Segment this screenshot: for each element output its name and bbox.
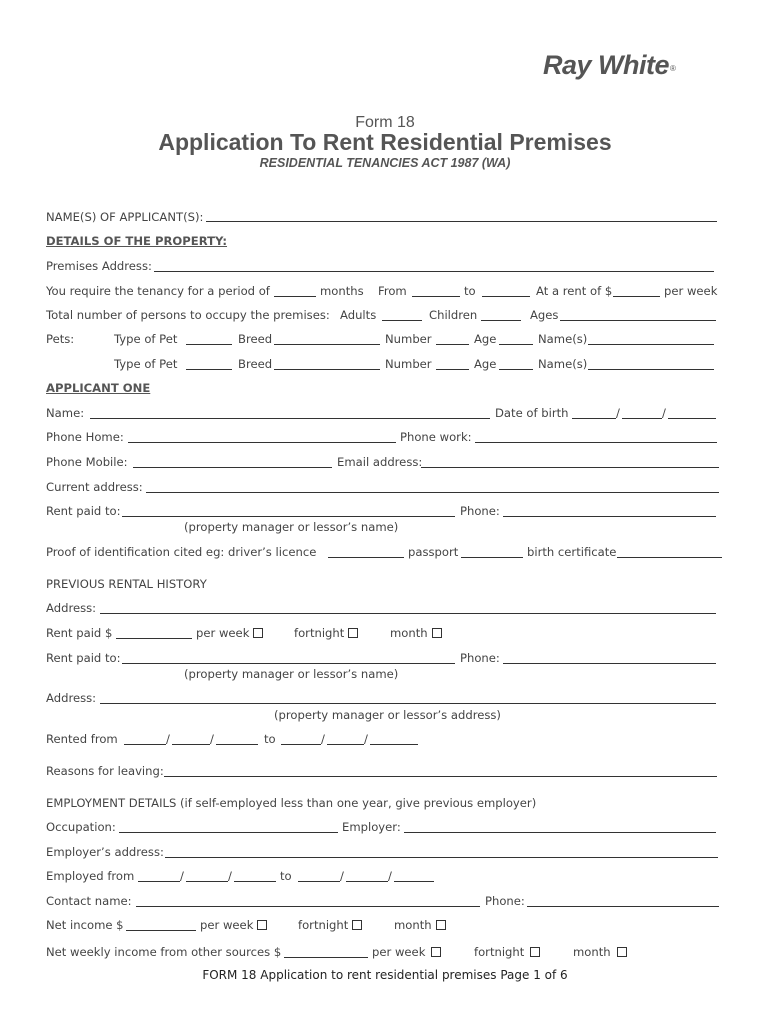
fortnight-label: fortnight: [298, 918, 349, 932]
current-address-field[interactable]: [146, 492, 719, 493]
month-checkbox[interactable]: [617, 947, 627, 957]
date-slash: /: [228, 869, 232, 883]
per-week-label: per week: [372, 945, 426, 959]
employed-to-year-field[interactable]: [394, 881, 434, 882]
ages-field[interactable]: [560, 320, 716, 321]
date-slash: /: [616, 406, 620, 420]
pet-type-label: Type of Pet: [114, 332, 178, 346]
form-number: Form 18: [355, 114, 415, 131]
rent-paid-to-field[interactable]: [122, 516, 455, 517]
pet-number-field[interactable]: [436, 344, 469, 345]
premises-address-field[interactable]: [154, 271, 714, 272]
phone-work-field[interactable]: [475, 442, 717, 443]
phone-home-field[interactable]: [128, 442, 396, 443]
name-label: Name:: [46, 406, 85, 420]
prev-rent-label: Rent paid $: [46, 626, 113, 640]
occupation-field[interactable]: [119, 832, 338, 833]
employed-to-month-field[interactable]: [346, 881, 388, 882]
prev-address-field[interactable]: [100, 613, 716, 614]
adults-label: Adults: [340, 308, 377, 322]
pet-age-label: Age: [474, 332, 497, 346]
per-week-option[interactable]: [196, 626, 263, 640]
page-title: Application To Rent Residential Premises: [158, 129, 612, 155]
act-subtitle: RESIDENTIAL TENANCIES ACT 1987 (WA): [259, 156, 511, 170]
rented-from-month-field[interactable]: [172, 744, 210, 745]
property-section-heading: DETAILS OF THE PROPERTY:: [46, 234, 228, 248]
tenancy-from-field[interactable]: [412, 296, 460, 297]
fortnight-label: fortnight: [294, 626, 345, 640]
dob-label: Date of birth: [495, 406, 569, 420]
licence-field[interactable]: [328, 557, 404, 558]
rented-from-year-field[interactable]: [216, 744, 258, 745]
children-label: Children: [429, 308, 478, 322]
per-week-label: per week: [196, 626, 250, 640]
months-label: months: [320, 284, 364, 298]
pet-age-field[interactable]: [499, 369, 533, 370]
date-slash: /: [364, 732, 368, 746]
month-label: month: [573, 945, 611, 959]
ages-label: Ages: [530, 308, 559, 322]
email-label: Email address:: [337, 455, 423, 469]
name-field[interactable]: [90, 418, 490, 419]
employed-from-label: Employed from: [46, 869, 135, 883]
applicant-names-label: NAME(S) OF APPLICANT(S):: [46, 210, 204, 224]
manager-address-note: (property manager or lessor’s address): [274, 708, 501, 722]
pet-number-label: Number: [385, 332, 432, 346]
net-income-label: Net income $: [46, 918, 124, 932]
fortnight-option[interactable]: [294, 626, 358, 640]
rented-to-year-field[interactable]: [370, 744, 418, 745]
manager-address-label: Address:: [46, 691, 97, 705]
reasons-field[interactable]: [164, 776, 717, 777]
phone-work-label: Phone work:: [400, 430, 472, 444]
per-week-checkbox[interactable]: [431, 947, 441, 957]
other-fortnight-option[interactable]: [474, 945, 540, 959]
employed-from-year-field[interactable]: [234, 881, 276, 882]
pet-names-field[interactable]: [588, 369, 714, 370]
children-field[interactable]: [481, 320, 521, 321]
employment-heading: EMPLOYMENT DETAILS (if self-employed less than one year, give previous employer): [46, 796, 537, 810]
employed-from-day-field[interactable]: [138, 881, 180, 882]
date-slash: /: [388, 869, 392, 883]
rent-amount-field[interactable]: [613, 296, 660, 297]
current-address-label: Current address:: [46, 480, 143, 494]
ray-white-logo: [543, 50, 675, 81]
tenancy-to-field[interactable]: [482, 296, 530, 297]
prev-phone-field[interactable]: [503, 663, 716, 664]
per-week-checkbox[interactable]: [257, 920, 267, 930]
other-month-option[interactable]: [573, 945, 627, 959]
fortnight-checkbox[interactable]: [348, 628, 358, 638]
contact-name-field[interactable]: [136, 906, 480, 907]
rented-from-day-field[interactable]: [124, 744, 166, 745]
passport-label: passport: [408, 545, 459, 559]
dob-day-field[interactable]: [572, 418, 616, 419]
pet-names-label: Name(s): [538, 357, 588, 371]
adults-field[interactable]: [382, 320, 422, 321]
pet-number-field[interactable]: [436, 369, 469, 370]
logo-text: Ray White: [543, 50, 670, 80]
employed-to-day-field[interactable]: [298, 881, 340, 882]
prev-rent-field[interactable]: [116, 638, 192, 639]
other-per-week-option[interactable]: [372, 945, 441, 959]
pet-type-field[interactable]: [186, 369, 232, 370]
pet-age-label: Age: [474, 357, 497, 371]
registered-mark: ®: [670, 64, 676, 73]
birth-cert-field[interactable]: [617, 557, 722, 558]
date-slash: /: [210, 732, 214, 746]
pet-breed-field[interactable]: [274, 344, 380, 345]
manager-address-field[interactable]: [100, 703, 716, 704]
employed-from-month-field[interactable]: [186, 881, 228, 882]
reasons-label: Reasons for leaving:: [46, 764, 164, 778]
fortnight-checkbox[interactable]: [352, 920, 362, 930]
month-option[interactable]: [390, 626, 442, 640]
phone-mobile-label: Phone Mobile:: [46, 455, 128, 469]
pet-breed-label: Breed: [238, 332, 273, 346]
tenancy-period-label: You require the tenancy for a period of: [46, 284, 270, 298]
birth-cert-label: birth certificate: [527, 545, 617, 559]
phone-mobile-field[interactable]: [133, 467, 332, 468]
date-slash: /: [340, 869, 344, 883]
month-label: month: [394, 918, 432, 932]
rented-to-month-field[interactable]: [327, 744, 364, 745]
pet-age-field[interactable]: [499, 344, 533, 345]
employer-field[interactable]: [404, 832, 716, 833]
date-slash: /: [662, 406, 666, 420]
pet-breed-field[interactable]: [274, 369, 380, 370]
rented-to-label: to: [264, 732, 276, 746]
net-income-field[interactable]: [126, 930, 196, 931]
page-footer: FORM 18 Application to rent residential premises Page 1 of 6: [202, 968, 568, 982]
tenancy-months-field[interactable]: [274, 296, 316, 297]
persons-label: Total number of persons to occupy the premises:: [46, 308, 330, 322]
prev-address-label: Address:: [46, 601, 97, 615]
pet-number-label: Number: [385, 357, 432, 371]
rented-from-label: Rented from: [46, 732, 118, 746]
passport-field[interactable]: [461, 557, 523, 558]
employer-label: Employer:: [342, 820, 401, 834]
phone-label: Phone:: [460, 504, 500, 518]
manager-note: (property manager or lessor’s name): [184, 520, 399, 534]
pet-names-label: Name(s): [538, 332, 588, 346]
income-fortnight-option[interactable]: [298, 918, 362, 932]
phone-home-label: Phone Home:: [46, 430, 124, 444]
contact-name-label: Contact name:: [46, 894, 132, 908]
month-checkbox[interactable]: [432, 628, 442, 638]
employer-phone-field[interactable]: [527, 906, 719, 907]
email-field[interactable]: [421, 467, 719, 468]
income-per-week-option[interactable]: [200, 918, 267, 932]
date-slash: /: [321, 732, 325, 746]
landlord-phone-field[interactable]: [503, 516, 716, 517]
pet-breed-label: Breed: [238, 357, 273, 371]
rental-history-heading: PREVIOUS RENTAL HISTORY: [46, 577, 207, 591]
from-label: From: [378, 284, 407, 298]
other-income-field[interactable]: [284, 957, 368, 958]
applicant-names-field[interactable]: [206, 221, 717, 222]
date-slash: /: [180, 869, 184, 883]
premises-address-label: Premises Address:: [46, 259, 152, 273]
prev-manager-note: (property manager or lessor’s name): [184, 667, 399, 681]
dob-month-field[interactable]: [622, 418, 662, 419]
employed-to-label: to: [280, 869, 292, 883]
occupation-label: Occupation:: [46, 820, 116, 834]
employer-address-field[interactable]: [165, 857, 718, 858]
other-income-label: Net weekly income from other sources $: [46, 945, 282, 959]
rent-paid-to-label: Rent paid to:: [46, 504, 121, 518]
pets-label: Pets:: [46, 332, 75, 346]
month-checkbox[interactable]: [436, 920, 446, 930]
employer-phone-label: Phone:: [485, 894, 525, 908]
employer-address-label: Employer’s address:: [46, 845, 164, 859]
fortnight-checkbox[interactable]: [530, 947, 540, 957]
income-month-option[interactable]: [394, 918, 446, 932]
rented-to-day-field[interactable]: [281, 744, 321, 745]
per-week-label: per week: [200, 918, 254, 932]
prev-rent-paid-to-field[interactable]: [122, 663, 455, 664]
per-week-checkbox[interactable]: [253, 628, 263, 638]
pet-type-field[interactable]: [186, 344, 232, 345]
applicant-section-heading: APPLICANT ONE: [46, 381, 151, 395]
dob-year-field[interactable]: [668, 418, 716, 419]
prev-phone-label: Phone:: [460, 651, 500, 665]
fortnight-label: fortnight: [474, 945, 525, 959]
pet-names-field[interactable]: [588, 344, 714, 345]
month-label: month: [390, 626, 428, 640]
prev-rent-paid-to-label: Rent paid to:: [46, 651, 121, 665]
rent-at-label: At a rent of $: [536, 284, 613, 298]
proof-id-label: Proof of identification cited eg: driver’s licence: [46, 545, 317, 559]
to-label: to: [464, 284, 476, 298]
date-slash: /: [166, 732, 170, 746]
per-week-label: per week: [664, 284, 718, 298]
pet-type-label: Type of Pet: [114, 357, 178, 371]
